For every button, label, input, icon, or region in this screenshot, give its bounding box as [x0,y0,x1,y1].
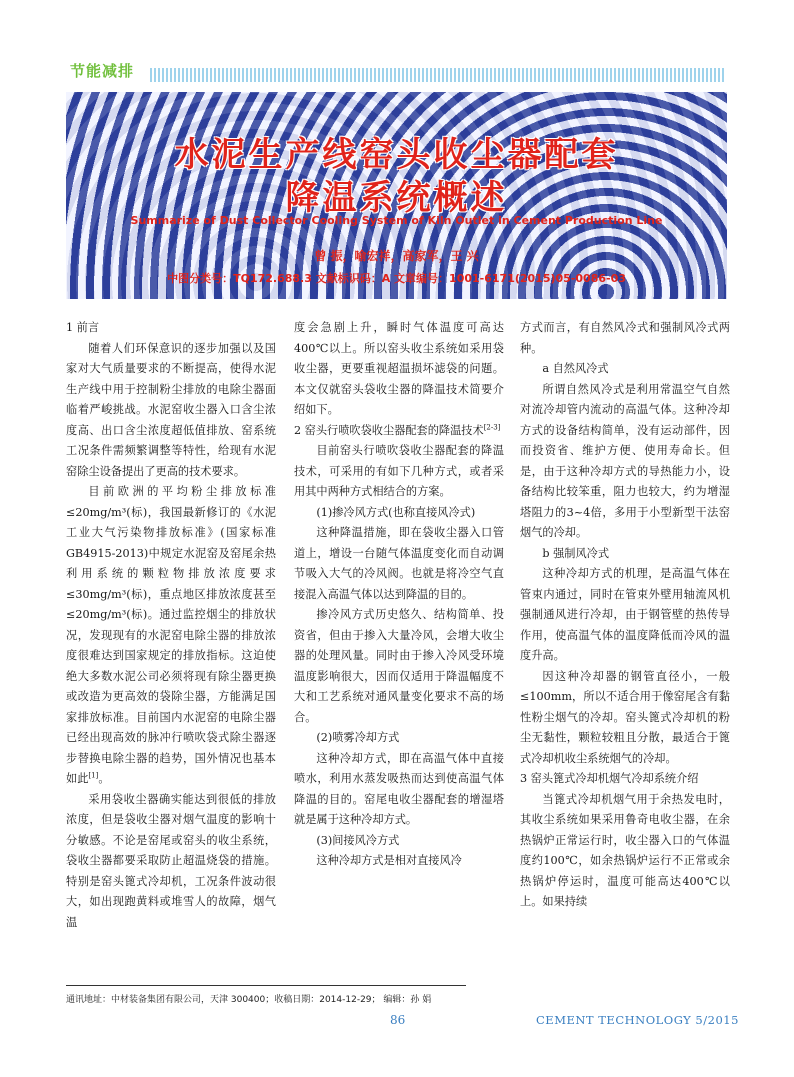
title-banner [66,92,727,299]
heading-text: 2 窑头行喷吹袋收尘器配套的降温技术 [294,423,484,437]
heading-introduction: 1 前言 [66,321,100,334]
article-title-line1: 水泥生产线窑头收尘器配套 [174,135,619,175]
english-title: Summarize of Dust Collector Cooling System of Kiln Outlet in Cement Production Line [130,214,663,227]
paragraph-text-end: 。 [98,772,110,785]
column-2 [294,318,504,872]
section-tag-rule [150,68,725,82]
paragraph: 方式而言，有自然风冷式和强制风冷式两种。 [520,321,730,355]
paragraph: 所谓自然风冷式是利用常温空气自然对流冷却管内流动的高温气体。这种冷却方式的设备结构简单，没有运动部件，因而投资省、维护方便、使用寿命长。但是，由于这种冷却方式的导热能力小，设备结构比较笨重，阻力也较大，约为增湿塔阻力的3~4倍，多用于小型新型干法窑烟气的冷却。 [520,382,730,539]
paragraph: 这种冷却方式，即在高温气体中直接喷水，利用水蒸发吸热而达到使高温气体降温的目的。窑尾电收尘器配套的增湿塔就是属于这种冷却方式。 [294,751,504,826]
subheading: a 自然风冷式 [542,362,609,375]
column-1 [66,318,276,933]
paragraph: 这种降温措施，即在袋收尘器入口管道上，增设一台随气体温度变化而自动调节吸入大气的冷风阀。也就是将冷空气直接混入高温气体以达到降温的目的。 [294,526,504,601]
paragraph: 采用袋收尘器确实能达到很低的排放浓度，但是袋收尘器对烟气温度的影响十分敏感。不论是窑尾或窑头的收尘系统，袋收尘器都要采取防止超温烧袋的措施。特别是窑头篦式冷却机，工况条件波动很大，如出现跑黄料或堆雪人的故障，烟气温 [66,792,276,929]
authors: 曾 振，喻宏祥，高家军，王 兴 [314,249,479,263]
paragraph [66,482,276,790]
subheading: (1)掺冷风方式(也称直接风冷式) [316,505,476,519]
paragraph: 目前窑头行喷吹袋收尘器配套的降温技术，可采用的有如下几种方式，或者采用其中两种方式相结合的方案。 [294,444,504,498]
page-number: 86 [390,1013,406,1027]
paragraph: 随着人们环保意识的逐步加强以及国家对大气质量要求的不断提高，使得水泥生产线中用于控制粉尘排放的电除尘器面临着严峻挑战。水泥窑收尘器入口含尘浓度高、出口含尘浓度超低值排放、窑系统工况条件需频繁调整等特性，给现有水泥窑除尘设备提出了更高的技术要求。 [66,341,276,478]
subheading: (2)喷雾冷却方式 [316,731,400,744]
footnote-rule [66,985,466,986]
reference-mark: [2-3] [483,422,501,431]
article-title-line2: 降温系统概述 [285,178,508,218]
paragraph: 度会急剧上升，瞬时气体温度可高达400℃以上。所以窑头收尘系统如采用袋收尘器，更要重视超温损坏滤袋的问题。本文仅就窑头袋收尘器的降温技术简要介绍如下。 [294,321,504,416]
footnote: 通讯地址：中材装备集团有限公司，天津 300400；收稿日期：2014-12-29； 编辑：孙 娟 [66,995,432,1005]
column-3 [520,318,730,913]
subheading: (3)间接风冷方式 [316,833,400,847]
section-tag: 节能减排 [70,62,135,80]
paragraph: 这种冷却方式的机理，是高温气体在管束内通过，同时在管束外壁用轴流风机强制通风进行冷却，由于钢管壁的热传导作用，使高温气体的温度降低而冷风的温度升高。 [520,567,730,662]
subheading: b 强制风冷式 [542,546,610,560]
reference-mark: [1] [88,771,99,780]
paragraph-text: 目前欧洲的平均粉尘排放标准≤20mg/m³(标)，我国最新修订的《水泥工业大气污染物排放标准》(国家标准GB4915-2013)中规定水泥窑及窑尾余热利用系统的颗粒物排放浓度要求≤30mg/m³(标)，重点地区排放浓度甚至≤20mg/m³(标)。通过监控烟尘的排放状况，发现现有的水泥窑电除尘器的排放浓度很难达到国家规定的排放指标。这迫使绝大多数水泥公司必须将现有除尘器更换或改造为更高效的袋除尘器，方能满足国家排放标准。目前国内水泥窑的电除尘器已经出现高效的脉冲行喷吹袋式除尘器逐步替换电除尘器的趋势，国外情况也基本如此 [66,485,276,785]
heading-section-3: 3 窑头篦式冷却机烟气冷却系统介绍 [520,772,699,785]
classification-line: 中图分类号：TQ172.688.3 文献标识码：A 文章编号：1001-6171(2015)05-0086-03 [167,272,626,285]
paragraph: 这种冷却方式是相对直接风冷 [316,854,462,867]
paragraph: 因这种冷却器的钢管直径小，一般≤100mm，所以不适合用于像窑尾含有黏性粉尘烟气的冷却。窑头篦式冷却机的粉尘无黏性，颗粒较粗且分散，最适合于篦式冷却机收尘系统烟气的冷却。 [520,669,730,765]
journal-name: CEMENT TECHNOLOGY 5/2015 [536,1013,739,1027]
paragraph: 掺冷风方式历史悠久、结构简单、投资省，但由于掺入大量冷风，会增大收尘器的处理风量。同时由于掺入冷风受环境温度影响很大，因而仅适用于降温幅度不大和工艺系统对通风量变化要求不高的场合。 [294,608,504,724]
paragraph: 当篦式冷却机烟气用于余热发电时，其收尘系统如果采用鲁奇电收尘器，在余热锅炉正常运行时，收尘器入口的气体温度约100℃，如余热锅炉运行不正常或余热锅炉停运时，温度可能高达400℃以上。如果持续 [520,792,730,908]
heading-section-2 [294,421,504,442]
